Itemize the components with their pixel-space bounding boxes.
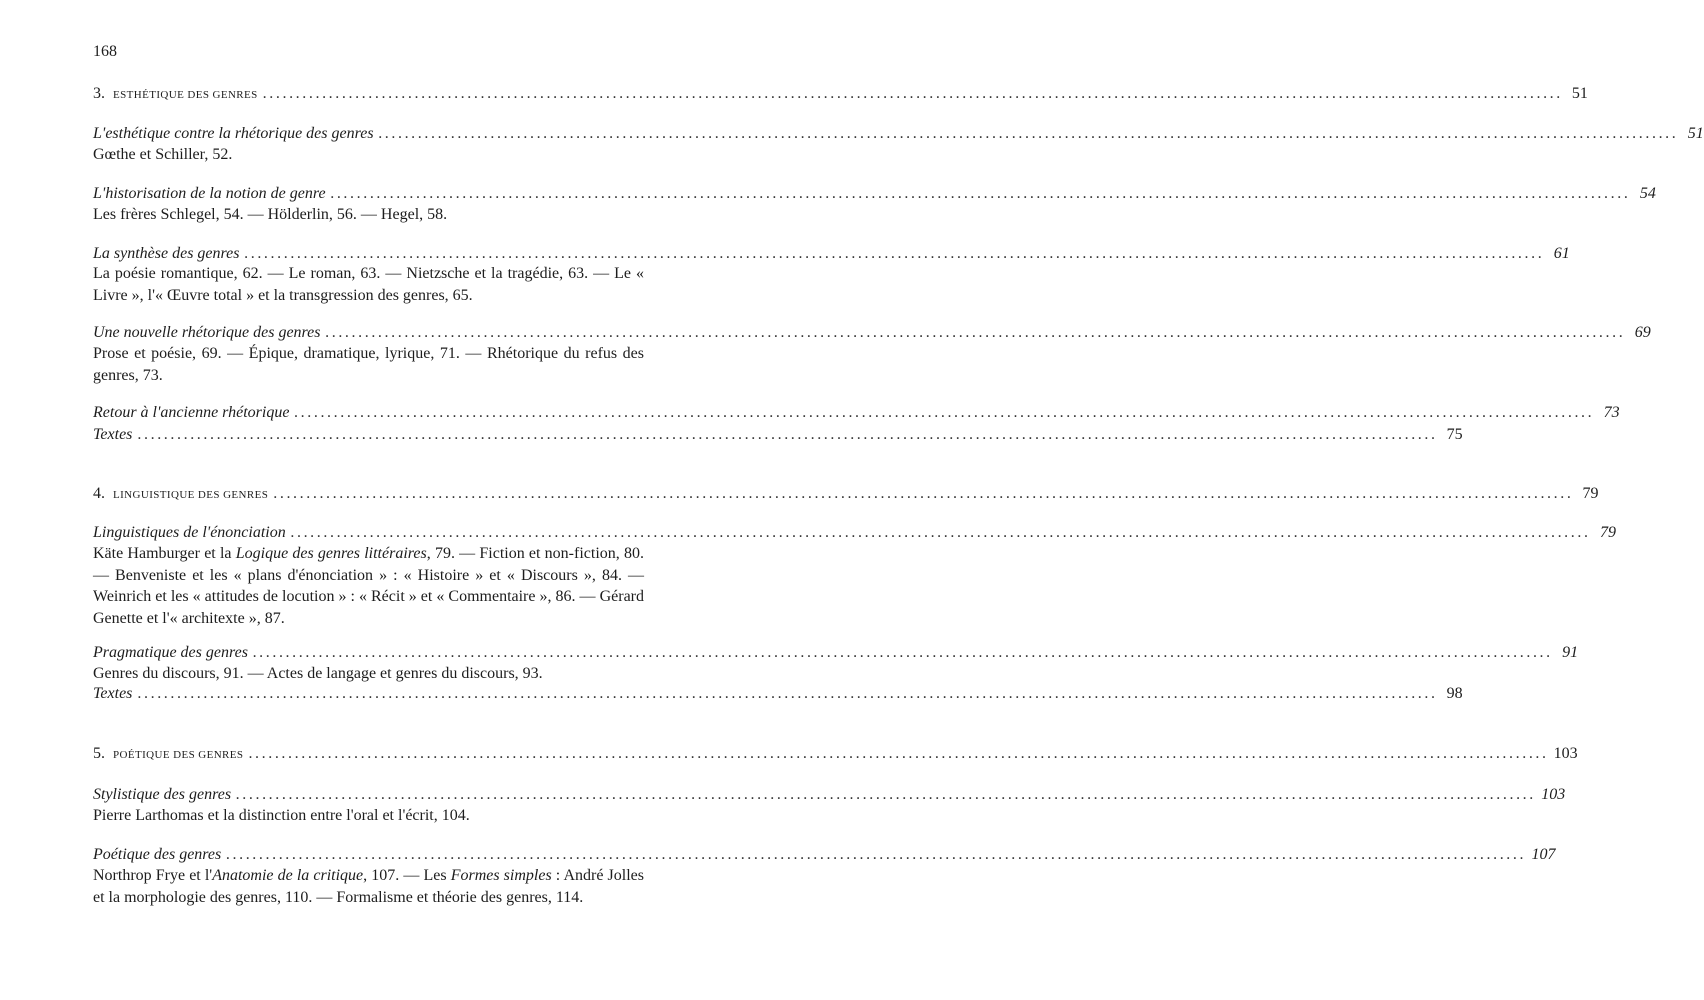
toc-chapter-3[interactable] bbox=[93, 84, 1588, 105]
toc-texts[interactable] bbox=[93, 684, 1463, 704]
toc-section[interactable] bbox=[93, 785, 1566, 805]
toc-section[interactable] bbox=[93, 403, 1620, 423]
dot-leader: ..................................................................................................................................................................................................... bbox=[252, 644, 1554, 661]
toc-section[interactable] bbox=[93, 643, 1579, 663]
section-title: Retour à l'ancienne rhétorique bbox=[93, 404, 290, 421]
dot-leader: ..................................................................................................................................................................................................... bbox=[325, 324, 1626, 341]
section-title: L'historisation de la notion de genre bbox=[93, 185, 326, 202]
toc-section[interactable] bbox=[93, 184, 1656, 204]
book-title: Formes simples bbox=[450, 867, 552, 884]
section-title: La synthèse des genres bbox=[93, 245, 240, 262]
texts-title: Textes bbox=[93, 426, 133, 443]
page-ref: 51 bbox=[1687, 125, 1704, 142]
section-description: Les frères Schlegel, 54. — Hölderlin, 56. — Hegel, 58. bbox=[93, 206, 448, 223]
section-description: Northrop Frye et l'Anatomie de la critique, 107. — Les Formes simples : André Jolles et la morphologie des genres, 110. — Formalisme et théorie des genres, 114. bbox=[93, 867, 645, 906]
page-ref: 69 bbox=[1634, 324, 1651, 341]
page-ref: 98 bbox=[1446, 685, 1463, 702]
dot-leader: ..................................................................................................................................................................................................... bbox=[244, 245, 1545, 262]
page-ref: 79 bbox=[1582, 485, 1599, 502]
page-ref: 54 bbox=[1639, 185, 1656, 202]
section-title: Stylistique des genres bbox=[93, 786, 232, 803]
dot-leader: ..................................................................................................................................................................................................... bbox=[226, 846, 1527, 863]
dot-leader: ..................................................................................................................................................................................................... bbox=[262, 85, 1563, 102]
page-ref: 103 bbox=[1541, 786, 1566, 803]
section-description: Gœthe et Schiller, 52. bbox=[93, 146, 233, 163]
texts-title: Textes bbox=[93, 685, 133, 702]
section-description: Genres du discours, 91. — Actes de langage et genres du discours, 93. bbox=[93, 665, 543, 682]
dot-leader: ..................................................................................................................................................................................................... bbox=[294, 404, 1595, 421]
section-title: Linguistiques de l'énonciation bbox=[93, 524, 286, 541]
dot-leader: ..................................................................................................................................................................................................... bbox=[137, 685, 1438, 702]
dot-leader: ..................................................................................................................................................................................................... bbox=[330, 185, 1631, 202]
book-title: Logique des genres littéraires bbox=[235, 545, 427, 562]
book-title: Anatomie de la critique bbox=[212, 867, 364, 884]
page-ref: 73 bbox=[1603, 404, 1620, 421]
section-title: Pragmatique des genres bbox=[93, 644, 248, 661]
toc-section[interactable] bbox=[93, 244, 1570, 264]
toc-section[interactable] bbox=[93, 845, 1556, 865]
dot-leader: ..................................................................................................................................................................................................... bbox=[236, 786, 1537, 803]
page-ref: 107 bbox=[1531, 846, 1556, 863]
chapter-label: 4. LINGUISTIQUE DES GENRES bbox=[93, 485, 269, 502]
chapter-label: 3. ESTHÉTIQUE DES GENRES bbox=[93, 85, 258, 102]
section-title: Poétique des genres bbox=[93, 846, 222, 863]
page-number: 168 bbox=[93, 43, 117, 60]
section-description: Käte Hamburger et la Logique des genres littéraires, 79. — Fiction et non-fiction, 80. — Benveniste et les « plans d'énonciation » : « Histoire » et « Discours », 84. — Weinrich et les « attitudes de locution » : « Récit » et « Commentaire », 86. — Gérard Genette et l'« architexte », 87. bbox=[93, 545, 644, 627]
section-description: La poésie romantique, 62. — Le roman, 63. — Nietzsche et la tragédie, 63. — Le « Livre », l'« Œuvre total » et la transgression des genres, 65. bbox=[93, 265, 644, 304]
page-ref: 91 bbox=[1562, 644, 1579, 661]
section-description: Prose et poésie, 69. — Épique, dramatique, lyrique, 71. — Rhétorique du refus des genres, 73. bbox=[93, 345, 644, 384]
toc-chapter-5[interactable] bbox=[93, 744, 1578, 765]
dot-leader: ..................................................................................................................................................................................................... bbox=[290, 524, 1591, 541]
page-ref: 79 bbox=[1599, 524, 1616, 541]
section-title: Une nouvelle rhétorique des genres bbox=[93, 324, 321, 341]
toc-texts[interactable] bbox=[93, 425, 1463, 445]
dot-leader: ..................................................................................................................................................................................................... bbox=[378, 125, 1679, 142]
page-ref: 61 bbox=[1553, 245, 1570, 262]
chapter-label: 5. POÉTIQUE DES GENRES bbox=[93, 745, 244, 762]
toc-section[interactable] bbox=[93, 124, 1704, 144]
toc-chapter-4[interactable] bbox=[93, 484, 1599, 505]
dot-leader: ..................................................................................................................................................................................................... bbox=[273, 485, 1574, 502]
page-ref: 75 bbox=[1446, 426, 1463, 443]
toc-section[interactable] bbox=[93, 323, 1651, 343]
toc-section[interactable] bbox=[93, 523, 1616, 543]
section-title: L'esthétique contre la rhétorique des genres bbox=[93, 125, 374, 142]
page-ref: 51 bbox=[1571, 85, 1588, 102]
dot-leader: ..................................................................................................................................................................................................... bbox=[248, 745, 1549, 762]
section-description: Pierre Larthomas et la distinction entre l'oral et l'écrit, 104. bbox=[93, 807, 470, 824]
dot-leader: ..................................................................................................................................................................................................... bbox=[137, 426, 1438, 443]
page-ref: 103 bbox=[1553, 745, 1578, 762]
